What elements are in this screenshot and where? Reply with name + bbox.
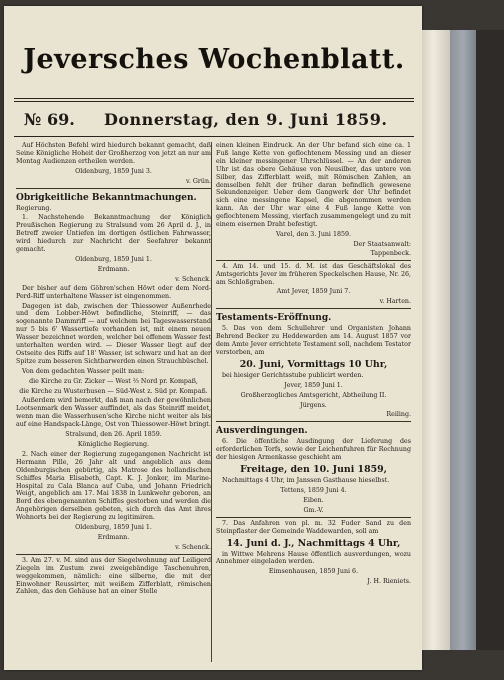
divider	[16, 188, 211, 189]
divider	[216, 517, 411, 518]
notice-4-signature: v. Harten.	[379, 298, 411, 306]
notice-3-date: Varel, den 3. Juni 1859.	[276, 230, 351, 238]
book-cover-edge	[450, 30, 476, 650]
notice-7-signature: J. H. Rieniets.	[367, 578, 411, 586]
notice-6-text-b: Nachmittags 4 Uhr, im Janssen Gasthause hieselbst.	[222, 477, 390, 485]
right-column	[216, 142, 411, 587]
notice-5: 5. Das von dem Schullehrer und Organisten Johann Behrend Becker zu Heddewarden am 14. August 1857 vor dem Amte Jever errichtete Testament soll, nachdem Testator verstorben, am	[216, 325, 411, 356]
notice-6-date: Tettens, 1859 Juni 4.	[280, 487, 347, 494]
notice-3: 3. Am 27. v. M. sind aus der Siegelwohnung auf Leiligerd Ziegeln im Zustum zwei zweigebändige Taschenuhren, weggekommen, nämlich: eine silberne, die mit der Einwohner Reussirter, mit weißem Zifferblatt, römischen Zahlen, das den Gehäuse hat an einer Stelle	[16, 556, 211, 596]
issue-rule	[14, 136, 414, 137]
notice-5-signature-2: Reiling.	[386, 411, 411, 419]
issue-date: Donnerstag, den 9. Juni 1859.	[104, 110, 388, 129]
masthead-title: Jeversches Wochenblatt.	[23, 44, 405, 75]
notice-5-date-highlight: 20. Juni, Vormittags 10 Uhr,	[239, 358, 388, 370]
notice-1-origin-signature: Königliche Regierung.	[77, 441, 150, 448]
section-heading-official: Obrigkeitliche Bekanntmachungen.	[16, 192, 197, 203]
notice-1-text-d: Außerdem wird bemerkt, daß man nach der gewöhnlichen Lootsenmark den Wasser auffindet, als das Steinriff meidet, wenn man die Wasserhusen'sche Kirche nicht weiter als bis auf eine Handspack-Länge, Ost von Thiessower-Höwt bringt.	[16, 397, 211, 429]
notice-1-bearing-2: die Kirche zu Wusterhusen — Süd-West z. Süd pr. Kompaß.	[19, 387, 208, 395]
intro-date: Oldenburg, 1859 Juni 3.	[75, 167, 152, 175]
notice-2-signature: Erdmann.	[97, 533, 130, 541]
notice-1-signature-2: v. Schenck.	[175, 275, 211, 283]
notice-7-text-b: in Wittwe Mehrens Hause öffentlich ausverdungen, wozu Annehmer eingeladen werden.	[216, 550, 411, 566]
notice-3-signature-2: Tappenbeck.	[370, 249, 411, 257]
notice-6-signature: Eiben.	[303, 496, 324, 504]
intro-text: Auf Höchsten Befehl wird hiedurch bekannt gemacht, daß Seine Königliche Hoheit der Großherzog von jetzt an nur am Montag Audienzen ertheilen werden.	[16, 142, 211, 165]
masthead-rule	[14, 98, 414, 99]
background-shadow	[476, 30, 504, 650]
notice-7: 7. Das Anfahren von pl. m. 32 Fuder Sand zu den Steinpflaster der Gemeinde Waddewarden, soll am	[216, 519, 411, 535]
notice-3-continued: einen kleinen Eindruck. An der Uhr befand sich eine ca. 1 Fuß lange Kette von geflochtenem Messing und an dieser ein kleiner messingener Uhrschlüssel. — An der anderen Uhr ist das obere Gehäuse von Neusilber, das untere von Silber, das Zifferblatt weiß, mit Römischen Zahlen, an demselben fehlt der früher daran befindlich gewesene Sekundenzeiger. Ueber dem Gangwerk der Uhr befindet sich eine messingene Kapsel, die abgenommen werden kann. An der Uhr war eine 4 Fuß lange Kette von geflochtenem Messing, vierfach zusammengelegt und zu mit einem eisernen Draht befestigt.	[216, 142, 411, 229]
notice-6-signature-2: Gm.-V.	[303, 506, 324, 514]
divider	[16, 554, 211, 555]
notice-1-bearing-1: die Kirche zu Gr. Zicker — West ⅔ Nord pr. Kompaß,	[29, 377, 198, 385]
notice-6: 6. Die öffentliche Ausdingung der Lieferung des erforderlichen Torfs, sowie der Leichenfuhren für Rechnung der hiesigen Armenkasse geschieht am	[216, 438, 411, 462]
notice-2-signature-2: v. Schenck.	[175, 543, 211, 551]
left-column	[16, 142, 211, 598]
issue-line	[14, 108, 414, 134]
notice-5-date: Jever, 1859 Juni 1.	[284, 381, 343, 389]
issue-number: № 69.	[24, 110, 75, 129]
masthead-rule-thin	[14, 101, 414, 102]
regierung-label: Regierung.	[16, 204, 52, 212]
notice-1-text-b: Dagegen ist dab, zwischen der Thiessower Außenrhede und dem Lobber-Höwt befindliche, Steinriff, — das sogenannte Dammriff — auf welchem bei Tageswasserstand nur 5 bis 6' Wassertiefe vorhanden ist, mit einem neuen Wasser bezeichnet worden, welcher bei offenem Wasser fest unterhalten werden wird. — Dieser Wasser liegt auf der Ostseite des Riffs auf 18' Wasser, ist schwarz und hat an der Spitze zum besseren Sichtbarwerden einen Strauchbüschel.	[16, 302, 211, 365]
notice-1: 1. Nachstehende Bekanntmachung der Königlich Preußischen Regierung zu Stralsund vom 26 April d. J., in Betreff zweier Untiefen im dortigen östlichen Fahrwasser, wird hiedurch zur Nachricht der Seefahrer bekannt gemacht.	[16, 214, 211, 254]
page-stack-edge	[422, 30, 450, 650]
newspaper-page	[4, 6, 422, 670]
divider	[216, 421, 411, 422]
notice-6-date-highlight: Freitage, den 10. Juni 1859,	[240, 464, 387, 476]
notice-5-signature: Jürgens.	[300, 401, 327, 409]
notice-1-signature: Erdmann.	[97, 265, 130, 273]
notice-1-date: Oldenburg, 1859 Juni 1.	[75, 255, 152, 263]
column-divider	[211, 142, 212, 662]
notice-1-origin-date: Stralsund, den 26. April 1859.	[65, 431, 162, 439]
section-heading-testament: Testaments-Eröffnung.	[216, 313, 332, 324]
notice-7-date: Eimsenhausen, 1859 Juni 6.	[268, 568, 359, 576]
divider	[216, 308, 411, 309]
notice-2-date: Oldenburg, 1859 Juni 1.	[75, 524, 152, 532]
notice-5-text-b: bei hiesiger Gerichtsstube publicirt werden.	[222, 371, 364, 379]
notice-4-date: Amt Jever, 1859 Juni 7.	[276, 288, 351, 296]
notice-2: 2. Nach einer der Regierung zugegangenen Nachricht ist Hermann Pille, 26 Jahr alt und angeblich aus dem Oldenburgischen gebürtig, als Matrose des hollandischen Schiffes Maria Elisabeth, Capt. K. J. Jonker, im Marine-Hospital zu Cala Blanca auf Cuba, und Johann Friedrich Weigt, angeblich am 17. Mai 1838 in Lunkwehr geboren, an Bord des ebengenannten Schiffes gestorben und werden die Angehörigen derselben gebeten, sich durch das Amt ihres Wohnorts bei der Regierung zu legitimiren.	[16, 450, 211, 522]
notice-3-signature: Der Staatsanwalt:	[353, 240, 411, 248]
intro-signature: v. Grün.	[186, 177, 211, 185]
notice-1-text-c: Von dem gedachten Wasser peilt man:	[22, 367, 145, 375]
section-heading-tenders: Ausverdingungen.	[216, 426, 308, 437]
notice-4: 4. Am 14. und 15. d. M. ist das Geschäftslokal des Amtsgerichts Jever im früheren Speckelschen Hause, Nr. 26, am Schloßgraben.	[216, 262, 411, 286]
notice-7-date-highlight: 14. Juni d. J., Nachmittags 4 Uhr,	[226, 537, 401, 549]
divider	[216, 260, 411, 261]
notice-5-court: Großherzogliches Amtsgericht, Abtheilung II.	[240, 391, 387, 399]
notice-1-text-a: Der bisher auf dem Göhren'schen Höwt oder dem Nord-Perd-Riff unterhaltene Wasser ist eingenommen.	[16, 284, 211, 300]
